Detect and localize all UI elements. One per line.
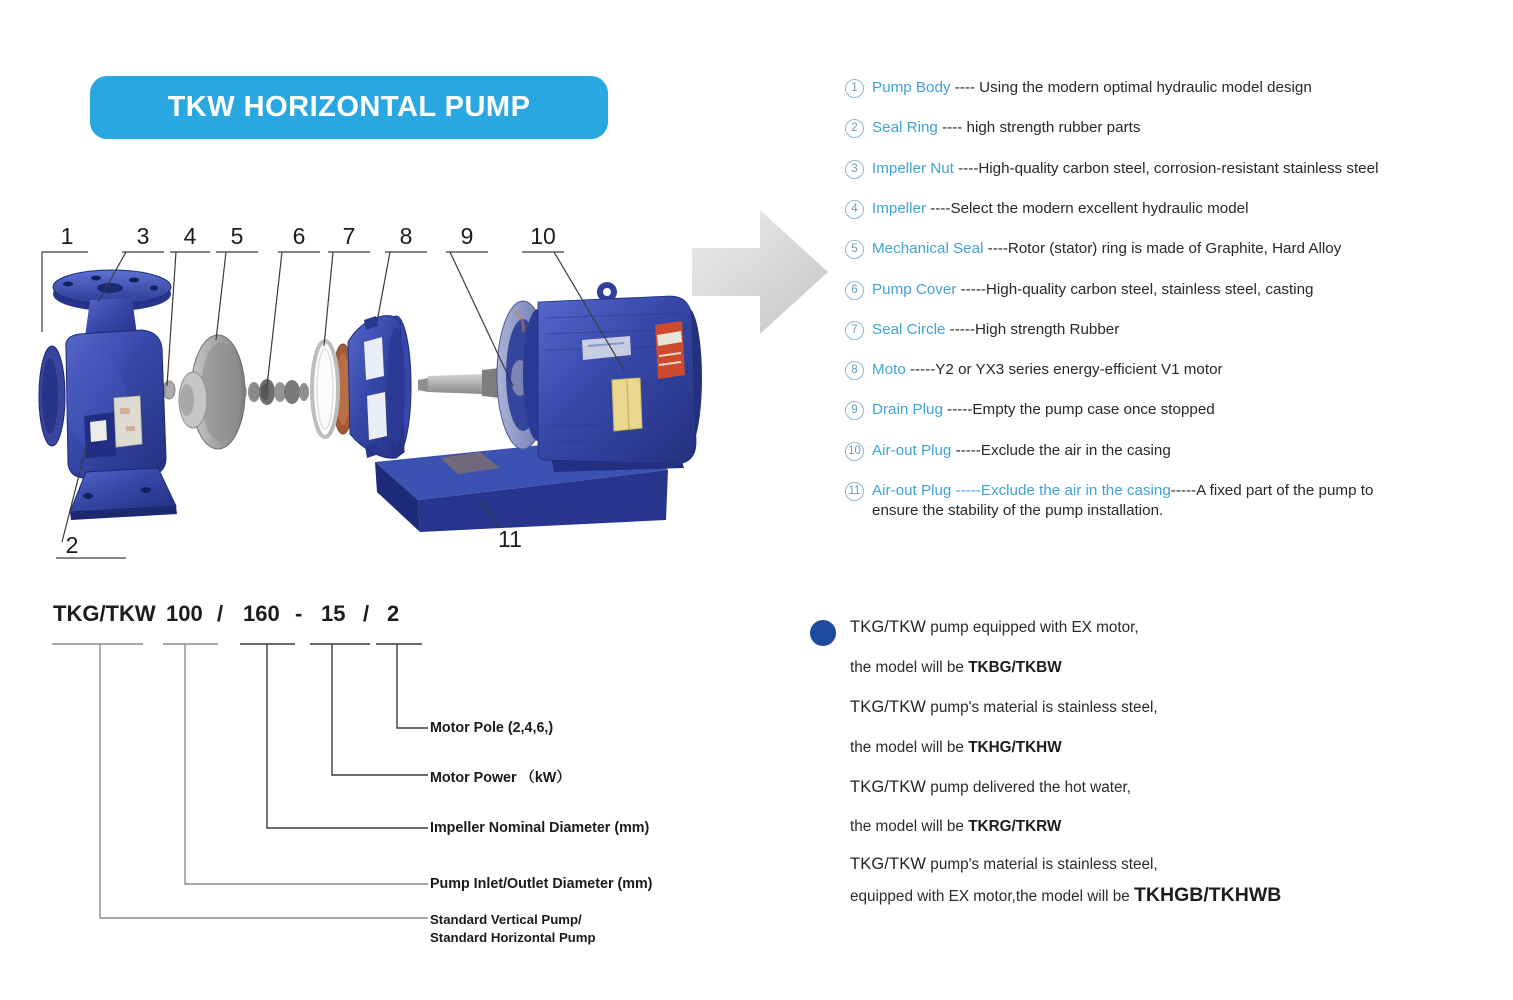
label-standard-vertical: Standard Vertical Pump/ — [430, 912, 582, 927]
pump-body — [39, 270, 177, 520]
diagram-number-1: 1 — [60, 223, 74, 249]
part-desc: -----A fixed part of the pump to — [1170, 482, 1374, 499]
circled-number: 7 — [845, 321, 864, 340]
list-item — [845, 360, 1492, 380]
page-title: TKW HORIZONTAL PUMP — [167, 91, 531, 123]
model-code-slash2: / — [363, 601, 370, 626]
circled-number: 5 — [845, 240, 864, 259]
circled-number: 1 — [845, 79, 864, 98]
note-line: TKG/TKW pump delivered the hot water, — [850, 778, 1131, 796]
model-code-inlet: 100 — [166, 601, 203, 626]
circled-number: 4 — [845, 200, 864, 219]
diagram-number-8: 8 — [399, 223, 413, 249]
part-desc: -----High strength Rubber — [945, 321, 1120, 338]
model-code-diameter: 160 — [243, 601, 280, 626]
model-code-power: 15 — [321, 601, 346, 626]
circled-number: 10 — [845, 442, 864, 461]
diagram-number-9: 9 — [460, 223, 474, 249]
part-desc: ----High-quality carbon steel, corrosion-resistant stainless steel — [953, 160, 1379, 177]
label-motor-power: Motor Power （kW） — [430, 770, 571, 786]
title-banner — [90, 76, 608, 139]
list-item — [845, 159, 1492, 179]
part-desc: -----Exclude the air in the casing — [951, 442, 1171, 459]
part-name: Moto — [872, 361, 906, 378]
circled-number: 9 — [845, 401, 864, 420]
label-standard-horizontal: Standard Horizontal Pump — [430, 930, 596, 945]
list-item — [845, 320, 1492, 340]
diagram-number-5: 5 — [230, 223, 244, 249]
seal-circle — [312, 341, 338, 437]
part-name: Impeller — [872, 200, 927, 217]
note-line: the model will be TKHG/TKHW — [850, 739, 1062, 756]
bullet-circle-icon — [810, 620, 836, 646]
part-desc: ----Rotor (stator) ring is made of Graphite, Hard Alloy — [983, 240, 1342, 257]
part-desc: -----Empty the pump case once stopped — [942, 401, 1215, 418]
diagram-number-11: 11 — [498, 526, 522, 552]
list-item — [845, 441, 1492, 461]
pump-cover — [332, 316, 411, 459]
note-line: the model will be TKBG/TKBW — [850, 659, 1062, 676]
part-name: Impeller Nut — [872, 160, 954, 177]
label-inlet-outlet-diameter: Pump Inlet/Outlet Diameter (mm) — [430, 876, 653, 892]
list-item — [845, 239, 1492, 259]
list-item — [845, 199, 1492, 219]
model-code-slash1: / — [217, 601, 224, 626]
circled-number: 2 — [845, 119, 864, 138]
right-arrow-icon — [692, 210, 828, 334]
part-name: Pump Body — [872, 79, 951, 96]
note-line: equipped with EX motor,the model will be TKHGB/TKHWB — [850, 884, 1282, 906]
part-name: Air-out Plug — [872, 442, 952, 459]
note-line: TKG/TKW pump equipped with EX motor, — [850, 618, 1139, 636]
diagram-number-3: 3 — [136, 223, 150, 249]
diagram-number-4: 4 — [183, 223, 197, 249]
label-motor-pole: Motor Pole (2,4,6,) — [430, 720, 554, 736]
part-name: Mechanical Seal — [872, 240, 984, 257]
diagram-number-2: 2 — [65, 532, 79, 558]
part-name: Seal Ring — [872, 119, 938, 136]
list-item — [845, 280, 1492, 300]
part-name: Seal Circle — [872, 321, 946, 338]
model-code-dash: - — [295, 601, 303, 626]
impeller — [160, 335, 246, 449]
part-name: Drain Plug — [872, 401, 943, 418]
list-item — [845, 400, 1492, 420]
circled-number: 11 — [845, 482, 864, 501]
part-desc: ----Select the modern excellent hydraulic model — [926, 200, 1249, 217]
part-desc: ---- Using the modern optimal hydraulic model design — [950, 79, 1312, 96]
pump-body-label — [114, 396, 142, 447]
list-item — [845, 481, 1492, 521]
list-item — [845, 118, 1492, 138]
mechanical-seal-parts — [239, 379, 309, 405]
circled-number: 8 — [845, 361, 864, 380]
diagram-number-10: 10 — [530, 223, 556, 249]
circled-number: 6 — [845, 281, 864, 300]
motor-sticker — [655, 321, 685, 379]
diagram-number-6: 6 — [292, 223, 306, 249]
part-desc-line2: ensure the stability of the pump installation. — [872, 502, 1164, 519]
diagram-number-7: 7 — [342, 223, 356, 249]
note-line: TKG/TKW pump's material is stainless steel, — [850, 855, 1158, 873]
circled-number: 3 — [845, 160, 864, 179]
pump-exploded-diagram — [30, 190, 860, 580]
note-line: TKG/TKW pump's material is stainless steel, — [850, 698, 1158, 716]
part-name: Air-out Plug -----Exclude the air in the casing — [872, 482, 1171, 499]
motor — [418, 282, 702, 472]
part-desc: -----Y2 or YX3 series energy-efficient V1 motor — [905, 361, 1223, 378]
model-code-pole: 2 — [387, 601, 400, 626]
label-impeller-diameter: Impeller Nominal Diameter (mm) — [430, 820, 650, 836]
list-item — [845, 78, 1492, 98]
note-line: the model will be TKRG/TKRW — [850, 818, 1062, 835]
model-code-prefix: TKG/TKW — [53, 601, 156, 626]
part-desc: -----High-quality carbon steel, stainless steel, casting — [956, 281, 1314, 298]
part-name: Pump Cover — [872, 281, 957, 298]
part-desc: ---- high strength rubber parts — [937, 119, 1141, 136]
